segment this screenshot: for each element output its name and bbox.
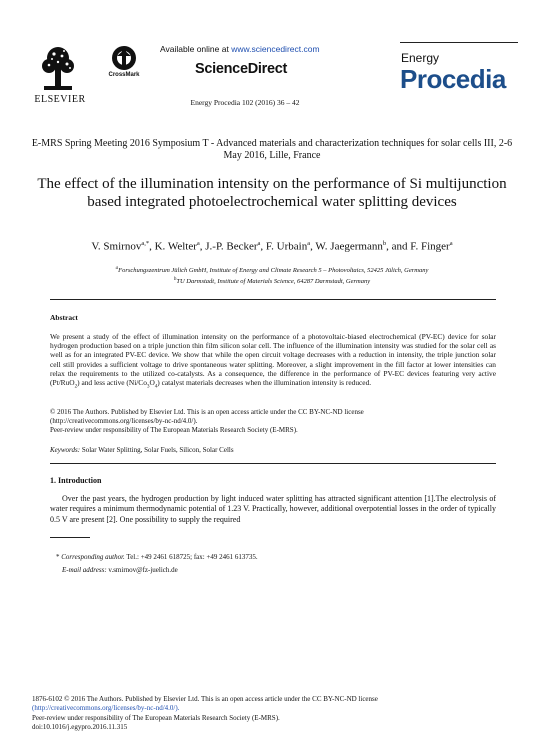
available-online bbox=[160, 44, 340, 54]
affiliation-line: $^a$Forschungszentrum Jülich GmbH, Institute of Energy and Climate Research 5 – Photovoltaics, 52425 Jülich, Germany bbox=[115, 266, 429, 275]
logo-rule bbox=[400, 42, 518, 43]
author-affiliation-marker: a,* bbox=[141, 240, 150, 247]
author-separator: , bbox=[260, 240, 266, 253]
journal-series: Energy bbox=[401, 51, 440, 65]
author-affiliation-marker: a bbox=[257, 240, 261, 247]
keywords-label: Keywords: bbox=[50, 446, 81, 454]
footer-peer-review: Peer-review under responsibility of The European Materials Research Society (E-MRS). bbox=[32, 713, 280, 722]
publisher-name: ELSEVIER bbox=[34, 94, 86, 105]
page-footer bbox=[32, 695, 512, 732]
copyright-line: © 2016 The Authors. Published by Elsevier Ltd. This is an open access article under the CC BY-NC-ND license bbox=[50, 408, 364, 416]
affiliations bbox=[30, 264, 514, 286]
email-link[interactable]: v.smirnov@fz-juelich.de bbox=[106, 566, 178, 574]
author-name: J.-P. Becker bbox=[205, 240, 258, 253]
peer-review-line: Peer-review under responsibility of The European Materials Research Society (E-MRS). bbox=[50, 426, 298, 435]
crossmark-badge[interactable] bbox=[107, 45, 141, 85]
elsevier-tree-icon bbox=[40, 44, 76, 92]
affiliation-line: $^b$TU Darmstadt, Institute of Materials Science, 64287 Darmstadt, Germany bbox=[173, 277, 371, 286]
footnote-rule bbox=[50, 537, 90, 538]
author-separator: , bbox=[310, 240, 316, 253]
author-separator: , bbox=[199, 240, 206, 253]
author-name: F. Finger bbox=[410, 240, 450, 253]
license-link[interactable]: (http://creativecommons.org/licenses/by-nc-nd/4.0/). bbox=[50, 417, 198, 426]
author-name: V. Smirnov bbox=[91, 240, 142, 253]
author-affiliation-marker: a bbox=[307, 240, 311, 247]
author-affiliation-marker: b bbox=[382, 240, 387, 247]
abstract-text: We present a study of the effect of illumination intensity on the performance of a photovoltaic-biased electrochemical (PV-EC) device for solar hydrogen production based on a triple junction thin film silicon solar cell. The influence of the illumination intensity was studied for the solar cell as well as for an integrated PV-EC device. We show that while the open circuit voltage decreases with a reduction in intensity, the triple junction solar cell still provides a sufficient voltage to drive spontaneous water splitting. Moreover, a slight improvement in the fill factor at lower intensities can relax the requirements to the utilized co-catalysts. As a consequence, the difference in the performance of PV-EC devices featuring very active (Pt/RuO$_2$) and less active $(Ni/Co_3O_4)$ catalyst materials decreases when the illumination intensity is reduced. bbox=[50, 332, 496, 390]
author-list bbox=[30, 240, 514, 253]
article-title: The effect of the illumination intensity on the performance of Si multijunction based integrated photoelectrochemical water splitting devices bbox=[37, 176, 507, 210]
keywords bbox=[50, 446, 496, 454]
available-prefix: Available online at bbox=[160, 44, 232, 54]
author-separator: , bbox=[149, 240, 155, 253]
conference-line: E-MRS Spring Meeting 2016 Symposium T - Advanced materials and characterization techniques for solar cells III, 2-6 May 2016, Lille, France bbox=[31, 138, 513, 161]
divider bbox=[50, 299, 496, 300]
footer-license-link[interactable]: (http://creativecommons.org/licenses/by-nc-nd/4.0/). bbox=[32, 704, 180, 713]
journal-name: Procedia bbox=[400, 64, 506, 94]
author-separator: , and bbox=[386, 240, 411, 253]
corresponding-author-footnote: * Corresponding author. Tel.: +49 2461 618725; fax: +49 2461 613735. bbox=[56, 553, 258, 561]
doi[interactable]: doi:10.1016/j.egypro.2016.11.315 bbox=[32, 722, 128, 731]
elsevier-logo bbox=[30, 44, 90, 106]
sciencedirect-logo: ScienceDirect bbox=[195, 61, 288, 77]
journal-reference: Energy Procedia 102 (2016) 36 – 42 bbox=[190, 98, 300, 107]
section-heading: 1. Introduction bbox=[50, 476, 102, 485]
author-name: K. Welter bbox=[154, 240, 197, 253]
keywords-list: Solar Water Splitting, Solar Fuels, Silicon, Solar Cells bbox=[80, 446, 234, 454]
author-affiliation-marker: a bbox=[449, 240, 453, 247]
author-name: W. Jaegermann bbox=[315, 240, 383, 253]
sciencedirect-link[interactable]: www.sciencedirect.com bbox=[231, 44, 320, 54]
energy-procedia-logo bbox=[400, 42, 518, 97]
crossmark-icon bbox=[107, 45, 141, 71]
author-affiliation-marker: a bbox=[196, 240, 200, 247]
email-footnote: E-mail address: v.smirnov@fz-juelich.de bbox=[62, 566, 178, 574]
divider bbox=[50, 463, 496, 464]
issn-line: 1876-6102 © 2016 The Authors. Published by Elsevier Ltd. This is an open access article under the CC BY-NC-ND license bbox=[32, 695, 378, 703]
license-notice bbox=[50, 408, 496, 436]
section-paragraph: Over the past years, the hydrogen production by light induced water splitting has attracted significant attention [1].The electrolysis of water requires a minimum thermodynamic potential of 1.23 V. Practically, however, additional overpotential losses in the order of typically 0.5 V are present [2]. One possibility to supply the required bbox=[50, 494, 496, 524]
abstract-heading: Abstract bbox=[50, 313, 78, 322]
crossmark-label: CrossMark bbox=[108, 72, 140, 78]
author-name: F. Urbain bbox=[265, 240, 308, 253]
